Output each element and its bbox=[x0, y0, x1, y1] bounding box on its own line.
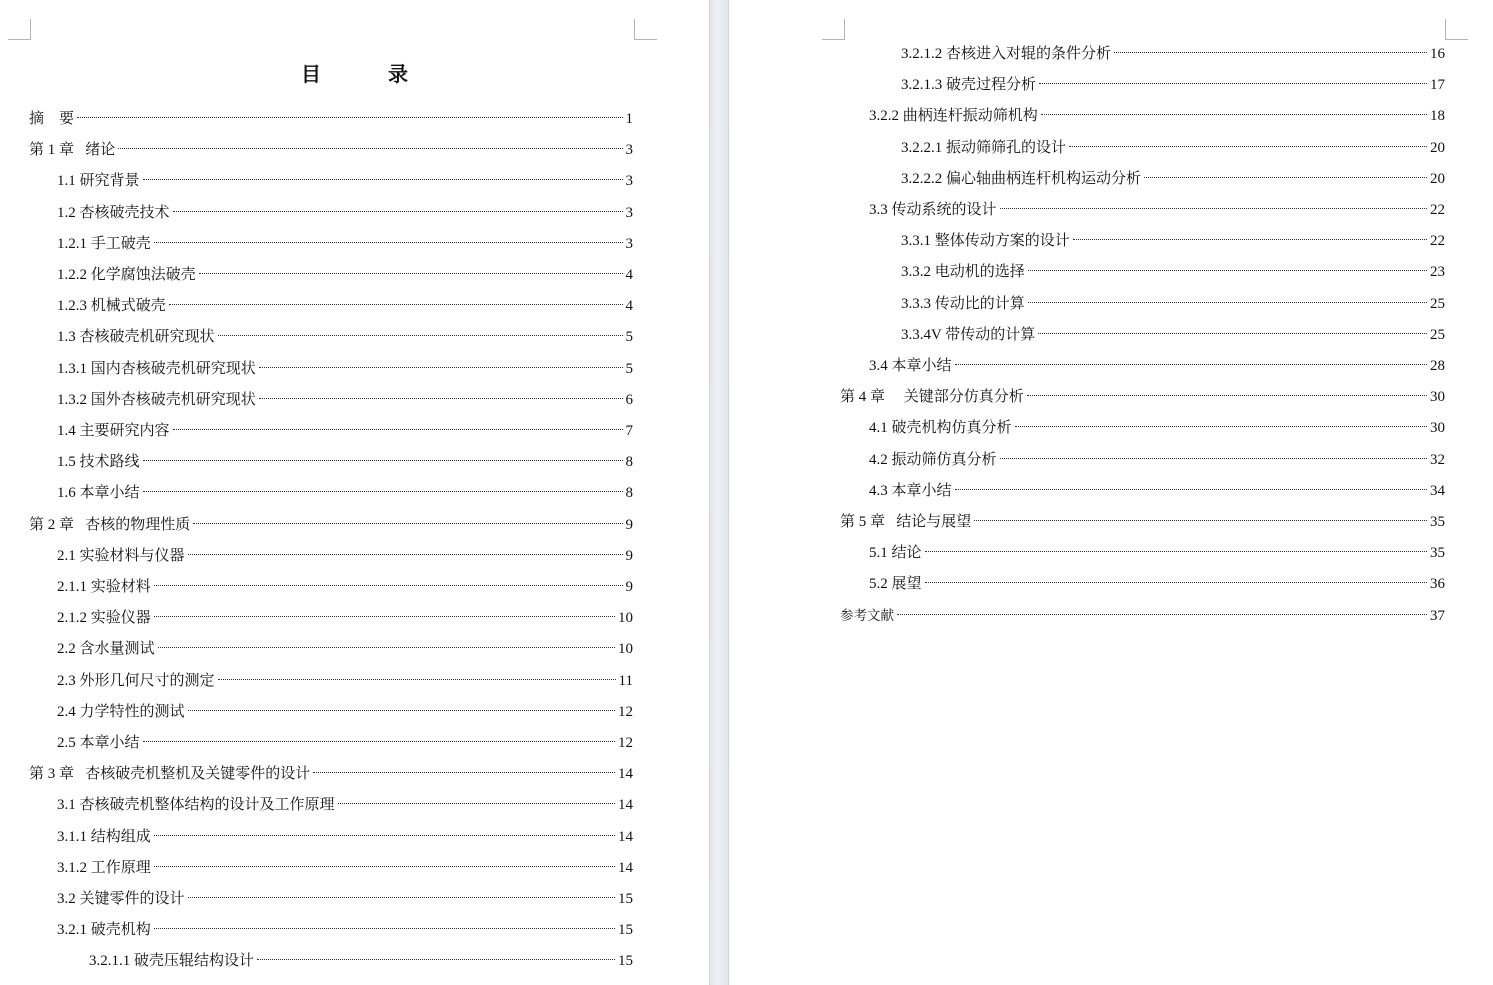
toc-entry-page-number: 3 bbox=[625, 142, 633, 159]
toc-entry[interactable] bbox=[869, 199, 1445, 221]
toc-entry-page-number: 35 bbox=[1430, 514, 1445, 530]
toc-entry-label: 1.1 研究背景 bbox=[57, 173, 140, 190]
page-corner-mark bbox=[634, 19, 657, 40]
toc-dot-leader bbox=[154, 866, 615, 867]
toc-dot-leader bbox=[77, 117, 622, 118]
toc-entry-page-number: 30 bbox=[1430, 389, 1445, 406]
toc-dot-leader bbox=[188, 554, 623, 555]
toc-entry[interactable] bbox=[57, 358, 633, 380]
toc-entry-label: 3.1.2 工作原理 bbox=[57, 859, 151, 876]
toc-entry-page-number: 18 bbox=[1430, 108, 1445, 125]
toc-entry-label: 4.2 振动筛仿真分析 bbox=[869, 451, 997, 468]
toc-dot-leader bbox=[154, 928, 615, 929]
toc-entry[interactable] bbox=[57, 545, 633, 567]
toc-entry[interactable] bbox=[57, 576, 633, 598]
toc-entry-page-number: 34 bbox=[1430, 482, 1445, 499]
toc-entry[interactable] bbox=[57, 295, 633, 317]
toc-dot-leader bbox=[199, 273, 623, 274]
toc-dot-leader bbox=[1039, 83, 1427, 84]
toc-dot-leader bbox=[974, 520, 1427, 521]
toc-entry-page-number: 5 bbox=[625, 329, 633, 346]
toc-entry-page-number: 14 bbox=[618, 797, 633, 814]
toc-entry-label: 第 5 章 结论与展望 bbox=[840, 514, 972, 530]
toc-dot-leader bbox=[169, 304, 623, 305]
toc-entry-page-number: 37 bbox=[1430, 607, 1445, 624]
toc-entry[interactable] bbox=[57, 794, 633, 816]
toc-entry-label: 2.1.1 实验材料 bbox=[57, 579, 151, 595]
toc-entry[interactable] bbox=[57, 857, 633, 879]
toc-entry-page-number: 32 bbox=[1430, 451, 1445, 468]
toc-dot-leader bbox=[193, 523, 622, 524]
toc-entry-page-number: 3 bbox=[625, 235, 633, 252]
toc-entry-label: 3.2.2.1 振动筛筛孔的设计 bbox=[901, 139, 1067, 156]
toc-entry[interactable] bbox=[57, 701, 633, 723]
toc-entry-page-number: 28 bbox=[1430, 358, 1445, 374]
toc-entry[interactable] bbox=[57, 326, 633, 348]
toc-entry-label: 3.3.1 整体传动方案的设计 bbox=[901, 233, 1070, 250]
toc-dot-leader bbox=[218, 679, 616, 680]
toc-entry[interactable] bbox=[57, 233, 633, 255]
toc-dot-leader bbox=[1000, 458, 1427, 459]
toc-entry-label: 5.1 结论 bbox=[869, 545, 922, 562]
toc-entry-label: 1.6 本章小结 bbox=[57, 485, 140, 502]
toc-entry-label: 3.3 传动系统的设计 bbox=[869, 202, 997, 218]
toc-dot-leader bbox=[259, 367, 623, 368]
toc-dot-leader bbox=[154, 242, 623, 243]
toc-entry-label: 1.4 主要研究内容 bbox=[57, 423, 170, 439]
toc-dot-leader bbox=[1073, 239, 1427, 240]
toc-dot-leader bbox=[1028, 270, 1427, 271]
toc-dot-leader bbox=[338, 803, 615, 804]
toc-dot-leader bbox=[259, 398, 623, 399]
toc-dot-leader bbox=[143, 741, 615, 742]
toc-entry[interactable] bbox=[57, 482, 633, 504]
toc-dot-leader bbox=[1027, 395, 1427, 396]
page-corner-mark bbox=[822, 19, 845, 40]
toc-entry-page-number: 15 bbox=[618, 922, 633, 939]
toc-entry-label: 第 2 章 杏核的物理性质 bbox=[29, 516, 191, 533]
toc-entry-page-number: 17 bbox=[1430, 77, 1445, 94]
toc-entry-page-number: 25 bbox=[1430, 295, 1445, 312]
toc-entry[interactable] bbox=[901, 43, 1445, 65]
toc-dot-leader bbox=[955, 489, 1427, 490]
toc-entry-label: 3.2.2.2 偏心轴曲柄连杆机构运动分析 bbox=[901, 170, 1142, 187]
toc-entry[interactable] bbox=[29, 108, 633, 130]
toc-entry-label: 1.3 杏核破壳机研究现状 bbox=[57, 329, 215, 346]
document-page-right bbox=[729, 0, 1493, 985]
toc-dot-leader bbox=[143, 491, 623, 492]
toc-entry-label: 第 4 章 关键部分仿真分析 bbox=[840, 389, 1024, 406]
toc-entry[interactable] bbox=[57, 420, 633, 442]
toc-entry-page-number: 3 bbox=[625, 173, 633, 190]
toc-entry-page-number: 9 bbox=[625, 579, 633, 595]
toc-entry-label: 1.5 技术路线 bbox=[57, 454, 140, 471]
toc-entry[interactable] bbox=[57, 170, 633, 192]
toc-entry-label: 1.2.2 化学腐蚀法破壳 bbox=[57, 267, 196, 283]
toc-entry-label: 2.5 本章小结 bbox=[57, 735, 140, 751]
toc-entry[interactable] bbox=[57, 638, 633, 660]
toc-entry[interactable] bbox=[840, 605, 1445, 627]
toc-dot-leader bbox=[118, 148, 622, 149]
toc-entry-label: 第 1 章 绪论 bbox=[29, 142, 116, 159]
toc-entry[interactable] bbox=[901, 230, 1445, 252]
toc-entry-label: 3.2.1.2 杏核进入对辊的条件分析 bbox=[901, 46, 1112, 62]
toc-dot-leader bbox=[173, 429, 623, 430]
toc-dot-leader bbox=[1114, 52, 1427, 53]
toc-entry-label: 1.2 杏核破壳技术 bbox=[57, 204, 170, 221]
toc-title: 目 录 bbox=[301, 62, 438, 86]
toc-entry-page-number: 4 bbox=[625, 298, 633, 315]
page-gutter bbox=[709, 0, 729, 985]
toc-entry-page-number: 4 bbox=[625, 267, 633, 283]
toc-entry-page-number: 35 bbox=[1430, 545, 1445, 562]
toc-entry-label: 参考文献 bbox=[840, 607, 894, 623]
toc-entry[interactable] bbox=[29, 139, 633, 161]
toc-dot-leader bbox=[1028, 302, 1427, 303]
toc-dot-leader bbox=[1015, 426, 1427, 427]
toc-entry[interactable] bbox=[29, 514, 633, 536]
toc-entry-label: 2.1 实验材料与仪器 bbox=[57, 547, 185, 564]
toc-dot-leader bbox=[143, 179, 623, 180]
toc-entry-page-number: 22 bbox=[1430, 202, 1445, 218]
toc-dot-leader bbox=[143, 460, 623, 461]
toc-entry[interactable] bbox=[57, 607, 633, 629]
toc-dot-leader bbox=[1000, 208, 1427, 209]
toc-entry-label: 1.2.3 机械式破壳 bbox=[57, 298, 166, 315]
toc-entry-label: 3.2 关键零件的设计 bbox=[57, 891, 185, 907]
toc-entry-label: 1.3.2 国外杏核破壳机研究现状 bbox=[57, 391, 256, 408]
toc-entry-label: 摘 要 bbox=[29, 111, 75, 127]
toc-entry-label: 4.3 本章小结 bbox=[869, 482, 952, 499]
toc-entry-page-number: 12 bbox=[618, 735, 633, 751]
toc-entry-label: 2.4 力学特性的测试 bbox=[57, 703, 185, 720]
toc-dot-leader bbox=[1038, 333, 1427, 334]
toc-entry-page-number: 14 bbox=[618, 766, 633, 783]
toc-entry[interactable] bbox=[869, 417, 1445, 439]
toc-entry-label: 3.1.1 结构组成 bbox=[57, 828, 151, 845]
toc-entry[interactable] bbox=[57, 826, 633, 848]
toc-entry[interactable] bbox=[901, 324, 1445, 346]
toc-dot-leader bbox=[188, 710, 615, 711]
toc-entry[interactable] bbox=[901, 261, 1445, 283]
document-page-left bbox=[0, 0, 709, 985]
toc-entry-label: 2.3 外形几何尺寸的测定 bbox=[57, 672, 215, 689]
toc-entry-page-number: 23 bbox=[1430, 264, 1445, 281]
toc-entry[interactable] bbox=[869, 542, 1445, 564]
toc-dot-leader bbox=[925, 551, 1427, 552]
toc-entry[interactable] bbox=[901, 168, 1445, 190]
toc-dot-leader bbox=[154, 585, 623, 586]
toc-entry[interactable] bbox=[869, 355, 1445, 377]
toc-entry-page-number: 22 bbox=[1430, 233, 1445, 250]
toc-dot-leader bbox=[188, 897, 615, 898]
toc-entry-page-number: 9 bbox=[625, 516, 633, 533]
toc-entry-page-number: 6 bbox=[625, 391, 633, 408]
toc-entry[interactable] bbox=[901, 137, 1445, 159]
toc-entry[interactable] bbox=[57, 670, 633, 692]
toc-dot-leader bbox=[154, 616, 615, 617]
toc-entry-page-number: 10 bbox=[618, 641, 633, 658]
toc-entry-page-number: 36 bbox=[1430, 576, 1445, 593]
toc-entry[interactable] bbox=[901, 293, 1445, 315]
page-corner-mark bbox=[1445, 19, 1468, 40]
toc-entry-page-number: 14 bbox=[618, 828, 633, 845]
toc-entry[interactable] bbox=[89, 950, 633, 972]
toc-entry-page-number: 5 bbox=[625, 360, 633, 377]
toc-dot-leader bbox=[1069, 146, 1427, 147]
toc-entry-page-number: 12 bbox=[618, 703, 633, 720]
toc-dot-leader bbox=[154, 835, 615, 836]
toc-dot-leader bbox=[257, 959, 615, 960]
toc-dot-leader bbox=[925, 582, 1427, 583]
toc-entry-label: 3.2.1 破壳机构 bbox=[57, 922, 151, 939]
toc-entry-page-number: 15 bbox=[618, 891, 633, 907]
toc-entry-page-number: 10 bbox=[618, 610, 633, 627]
toc-entry-page-number: 20 bbox=[1430, 139, 1445, 156]
toc-entry-page-number: 14 bbox=[618, 859, 633, 876]
toc-entry-page-number: 15 bbox=[618, 953, 633, 970]
toc-entry-label: 5.2 展望 bbox=[869, 576, 922, 593]
toc-entry-label: 2.2 含水量测试 bbox=[57, 641, 155, 658]
toc-entry-label: 3.3.3 传动比的计算 bbox=[901, 295, 1025, 312]
toc-entry[interactable] bbox=[57, 264, 633, 286]
toc-entry-label: 3.3.4V 带传动的计算 bbox=[901, 326, 1036, 343]
toc-entry[interactable] bbox=[57, 732, 633, 754]
toc-entry-label: 4.1 破壳机构仿真分析 bbox=[869, 420, 1012, 437]
toc-dot-leader bbox=[173, 211, 623, 212]
toc-entry[interactable] bbox=[869, 573, 1445, 595]
toc-entry-label: 2.1.2 实验仪器 bbox=[57, 610, 151, 627]
toc-entry[interactable] bbox=[901, 74, 1445, 96]
toc-entry[interactable] bbox=[869, 480, 1445, 502]
toc-entry-page-number: 7 bbox=[625, 423, 633, 439]
toc-entry[interactable] bbox=[29, 763, 633, 785]
toc-entry-label: 3.2.1.3 破壳过程分析 bbox=[901, 77, 1037, 94]
toc-entry[interactable] bbox=[869, 449, 1445, 471]
toc-entry-label: 3.4 本章小结 bbox=[869, 358, 952, 374]
toc-entry-label: 3.2.1.1 破壳压辊结构设计 bbox=[89, 953, 255, 970]
toc-entry-label: 3.1 杏核破壳机整体结构的设计及工作原理 bbox=[57, 797, 335, 814]
toc-entry[interactable] bbox=[840, 386, 1445, 408]
toc-entry-page-number: 16 bbox=[1430, 46, 1445, 62]
toc-entry[interactable] bbox=[57, 888, 633, 910]
toc-entry-label: 3.3.2 电动机的选择 bbox=[901, 264, 1025, 281]
toc-entry[interactable] bbox=[57, 202, 633, 224]
toc-dot-leader bbox=[1041, 114, 1427, 115]
toc-entry-page-number: 1 bbox=[625, 111, 633, 127]
toc-dot-leader bbox=[158, 647, 615, 648]
toc-entry-page-number: 25 bbox=[1430, 326, 1445, 343]
toc-entry[interactable] bbox=[840, 511, 1445, 533]
toc-entry[interactable] bbox=[57, 919, 633, 941]
toc-dot-leader bbox=[218, 335, 623, 336]
toc-dot-leader bbox=[955, 364, 1427, 365]
toc-dot-leader bbox=[897, 614, 1427, 615]
toc-entry-page-number: 20 bbox=[1430, 170, 1445, 187]
toc-entry-page-number: 11 bbox=[618, 672, 633, 689]
toc-entry-label: 第 3 章 杏核破壳机整机及关键零件的设计 bbox=[29, 766, 311, 783]
toc-entry[interactable] bbox=[57, 451, 633, 473]
toc-entry-page-number: 8 bbox=[625, 454, 633, 471]
page-corner-mark bbox=[8, 19, 31, 40]
toc-entry-page-number: 9 bbox=[625, 547, 633, 564]
toc-entry[interactable] bbox=[57, 389, 633, 411]
toc-entry-label: 3.2.2 曲柄连杆振动筛机构 bbox=[869, 108, 1038, 125]
toc-entry-label: 1.2.1 手工破壳 bbox=[57, 235, 151, 252]
toc-entry-page-number: 3 bbox=[625, 204, 633, 221]
toc-dot-leader bbox=[313, 772, 615, 773]
toc-entry-label: 1.3.1 国内杏核破壳机研究现状 bbox=[57, 360, 256, 377]
toc-dot-leader bbox=[1144, 177, 1427, 178]
toc-entry[interactable] bbox=[869, 105, 1445, 127]
toc-entry-page-number: 8 bbox=[625, 485, 633, 502]
toc-entry-page-number: 30 bbox=[1430, 420, 1445, 437]
